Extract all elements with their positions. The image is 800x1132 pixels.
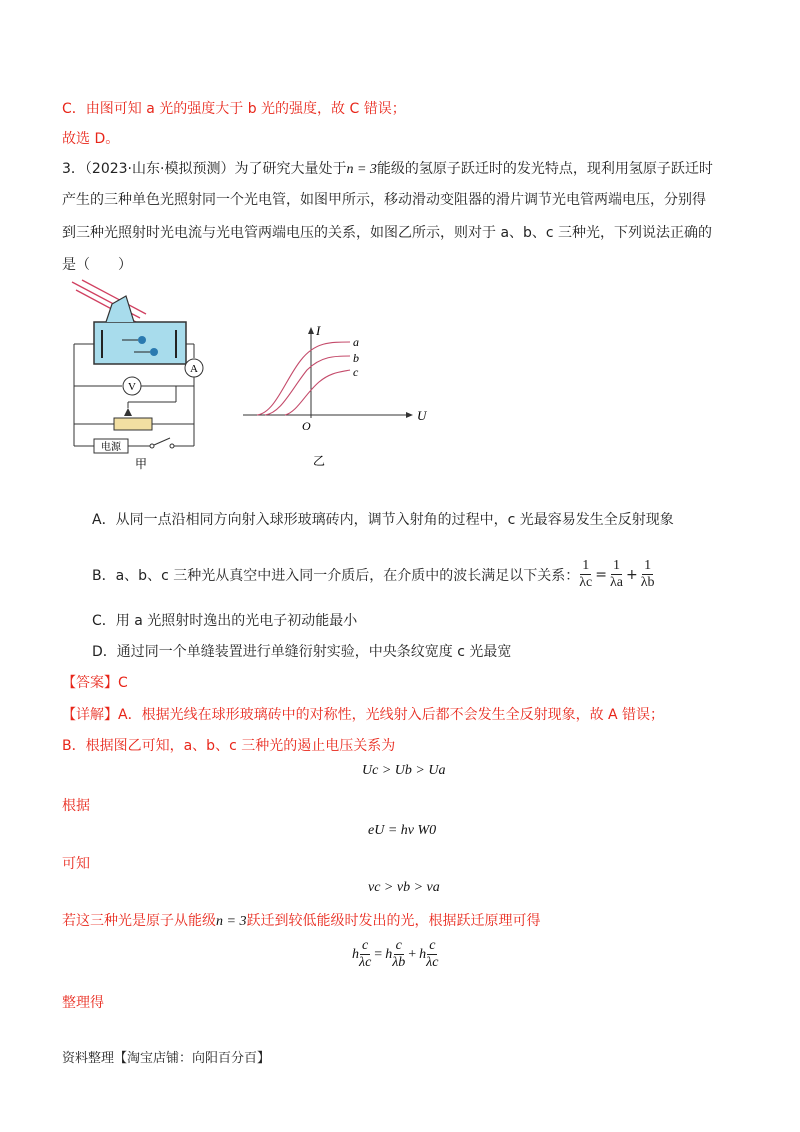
x-axis-label: U	[417, 408, 427, 423]
fraction-den: λc	[359, 955, 372, 970]
electron	[138, 336, 146, 344]
option-a: A．从同一点沿相同方向射入球形玻璃砖内，调节入射角的过程中，c 光最容易发生全反射现象	[92, 512, 674, 528]
electron	[150, 348, 158, 356]
question-text: 能级的氢原子跃迁时的发光特点，现利用氢原子跃迁时	[376, 161, 713, 177]
plus-sign: +	[408, 946, 417, 962]
fraction-num: 1	[644, 558, 652, 573]
detail-line-jump	[62, 910, 540, 930]
rheostat	[114, 418, 152, 430]
fraction-lb	[641, 558, 655, 591]
question-number: 3．	[62, 161, 85, 177]
curve-b-label: b	[353, 351, 359, 365]
figure-circuit	[66, 278, 216, 478]
footer-note: 资料整理【淘宝店铺：向阳百分百】	[62, 1051, 271, 1066]
question-line-4: 是（ ）	[62, 257, 132, 273]
label-simplify: 整理得	[62, 995, 104, 1011]
figure-iu-graph	[235, 320, 425, 470]
label-thus: 可知	[62, 856, 90, 872]
equation-frequency: νc > νb > νa	[368, 880, 440, 895]
question-line-3: 到三种光照射时光电流与光电管两端电压的关系，如图乙所示，则对于 a、b、c 三种光，下列说法正确的	[62, 225, 713, 241]
fraction-c-lc	[359, 938, 371, 971]
switch-contact	[170, 444, 174, 448]
rheostat-slider	[124, 408, 132, 416]
fraction-den: λc	[426, 955, 439, 970]
fraction-c-lb	[392, 938, 405, 971]
prev-option-c: C．由图可知 a 光的强度大于 b 光的强度，故 C 错误；	[62, 101, 406, 117]
planck-h: h	[385, 946, 393, 962]
fraction-den: λc	[579, 575, 593, 590]
question-text: 为了研究大量处于	[234, 161, 347, 177]
x-axis-arrow	[406, 412, 413, 418]
equation-stop-voltage: Uc > Ub > Ua	[362, 763, 446, 778]
curve-c	[285, 370, 350, 415]
fraction-la	[610, 558, 623, 591]
fraction-den: λa	[609, 575, 623, 590]
fraction-num: c	[429, 938, 436, 953]
question-line-2: 产生的三种单色光照射同一个光电管，如图甲所示，移动滑动变阻器的滑片调节光电管两端电压，分别得	[62, 192, 706, 208]
plus-sign: +	[625, 566, 638, 583]
question-source: （2023·山东·模拟预测）	[84, 161, 235, 177]
curve-a	[257, 342, 350, 415]
fraction-den: λb	[640, 575, 655, 590]
y-axis-label: I	[316, 323, 321, 338]
fraction-lc	[579, 558, 592, 591]
figure-jia-label: 甲	[134, 457, 148, 471]
detail-line-a: 【详解】A．根据光线在球形玻璃砖中的对称性，光线射入后都不会发生全反射现象，故 A 错误；	[62, 707, 665, 723]
tube-window	[106, 296, 134, 322]
detail-line-b: B．根据图乙可知，a、b、c 三种光的遏止电压关系为	[62, 738, 396, 754]
origin-label: O	[302, 419, 311, 433]
equation-photoelectric: eU = hν W0	[368, 823, 437, 838]
planck-h: h	[419, 946, 427, 962]
answer-line: 【答案】C	[62, 675, 128, 691]
jump-text: 跃迁到较低能级时发出的光，根据跃迁原理可得	[246, 913, 541, 929]
energy-level: n = 3	[346, 162, 377, 177]
energy-level: n = 3	[216, 914, 247, 929]
curve-c-label: c	[353, 365, 359, 379]
equals-sign: =	[595, 566, 607, 583]
curve-b	[265, 356, 350, 415]
fraction-den: λb	[392, 955, 406, 970]
y-axis-arrow	[308, 327, 314, 334]
ammeter-label: A	[190, 363, 198, 375]
jump-text: 若这三种光是原子从能级	[62, 913, 216, 929]
fraction-num: 1	[582, 558, 590, 573]
switch-contact	[150, 444, 154, 448]
figure-yi-label: 乙	[313, 454, 326, 468]
power-label: 电源	[101, 442, 121, 453]
planck-h: h	[352, 946, 359, 962]
option-c: C．用 a 光照射时逸出的光电子初动能最小	[92, 613, 358, 629]
fraction-num: c	[362, 938, 369, 953]
voltmeter-label: V	[128, 381, 136, 393]
option-b	[92, 558, 655, 591]
fraction-num: c	[395, 938, 402, 953]
equation-energy	[352, 938, 438, 971]
fraction-num: 1	[612, 558, 620, 573]
option-d: D．通过同一个单缝装置进行单缝衍射实验，中央条纹宽度 c 光最宽	[92, 644, 512, 660]
switch-lever	[154, 438, 170, 445]
equals-sign: =	[374, 946, 383, 962]
question-line-1	[62, 158, 713, 178]
label-according: 根据	[62, 798, 90, 814]
prev-conclusion: 故选 D。	[62, 131, 120, 147]
fraction-c-lc2	[426, 938, 438, 971]
curve-a-label: a	[353, 335, 359, 349]
option-b-text: B．a、b、c 三种光从真空中进入同一介质后，在介质中的波长满足以下关系：	[92, 567, 580, 584]
